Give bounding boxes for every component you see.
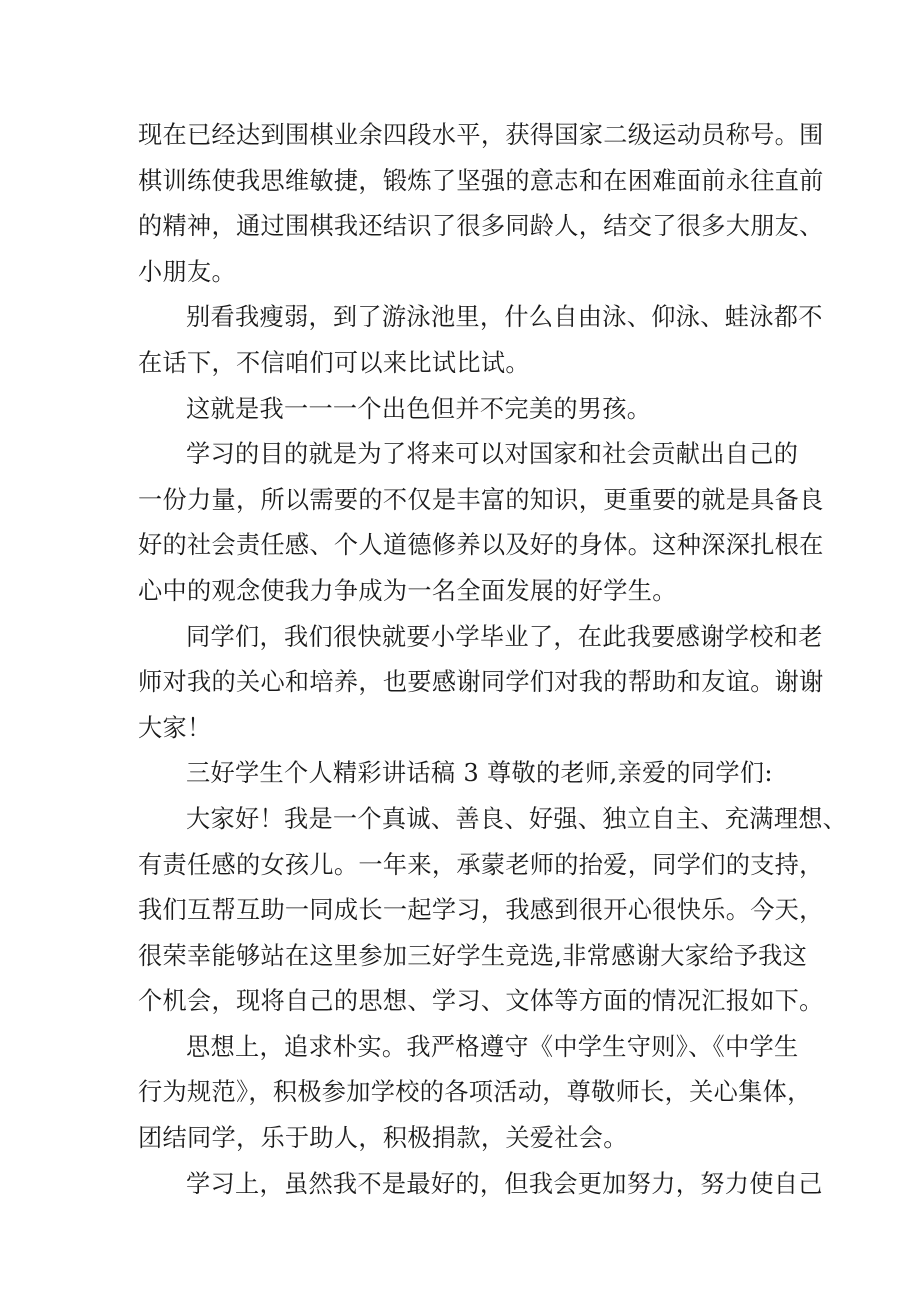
text-line: 同学们，我们很快就要小学毕业了，在此我要感谢学校和老 [186, 622, 823, 651]
text-line: 的精神，通过围棋我还结识了很多同龄人，结交了很多大朋友、 [138, 212, 824, 241]
text-line: 有责任感的女孩儿。一年来，承蒙老师的抬爱，同学们的支持， [138, 850, 824, 879]
text-line: 在话下，不信咱们可以来比试比试。 [138, 348, 530, 377]
text-line: 师对我的关心和培养，也要感谢同学们对我的帮助和友谊。谢谢 [138, 668, 824, 697]
text-line: 这就是我一一一个出色但并不完美的男孩。 [186, 394, 652, 423]
text-line: 学习的目的就是为了将来可以对国家和社会贡献出自己的 [186, 440, 799, 469]
text-line: 大家好！我是一个真诚、善良、好强、独立自主、充满理想、 [186, 804, 848, 833]
text-line: 别看我瘦弱，到了游泳池里，什么自由泳、仰泳、蛙泳都不 [186, 303, 823, 332]
text-line: 个机会，现将自己的思想、学习、文体等方面的情况汇报如下。 [138, 987, 824, 1016]
text-line: 思想上，追求朴实。我严格遵守《中学生守则》、《中学生 [186, 1032, 799, 1061]
text-line: 很荣幸能够站在这里参加三好学生竞选,非常感谢大家给予我这 [138, 941, 808, 970]
section-heading-line: 三好学生个人精彩讲话稿 3 尊敬的老师,亲爱的同学们: [186, 759, 773, 788]
text-line: 我们互帮互助一同成长一起学习，我感到很开心很快乐。今天， [138, 896, 824, 925]
text-line: 心中的观念使我力争成为一名全面发展的好学生。 [138, 576, 677, 605]
text-line: 行为规范》，积极参加学校的各项活动，尊敬师长，关心集体， [138, 1078, 812, 1107]
text-line: 小朋友。 [138, 257, 236, 286]
text-line: 棋训练使我思维敏捷，锻炼了坚强的意志和在困难面前永往直前 [138, 166, 824, 195]
document-body [138, 113, 848, 1207]
text-line: 好的社会责任感、个人道德修养以及好的身体。这种深深扎根在 [138, 531, 824, 560]
text-line: 学习上，虽然我不是最好的，但我会更加努力，努力使自己 [186, 1169, 823, 1198]
text-line: 大家！ [138, 713, 212, 742]
text-line: 一份力量，所以需要的不仅是丰富的知识，更重要的就是具备良 [138, 485, 824, 514]
text-line: 团结同学，乐于助人，积极捐款，关爱社会。 [138, 1124, 628, 1153]
text-line: 现在已经达到围棋业余四段水平，获得国家二级运动员称号。围 [138, 121, 824, 149]
